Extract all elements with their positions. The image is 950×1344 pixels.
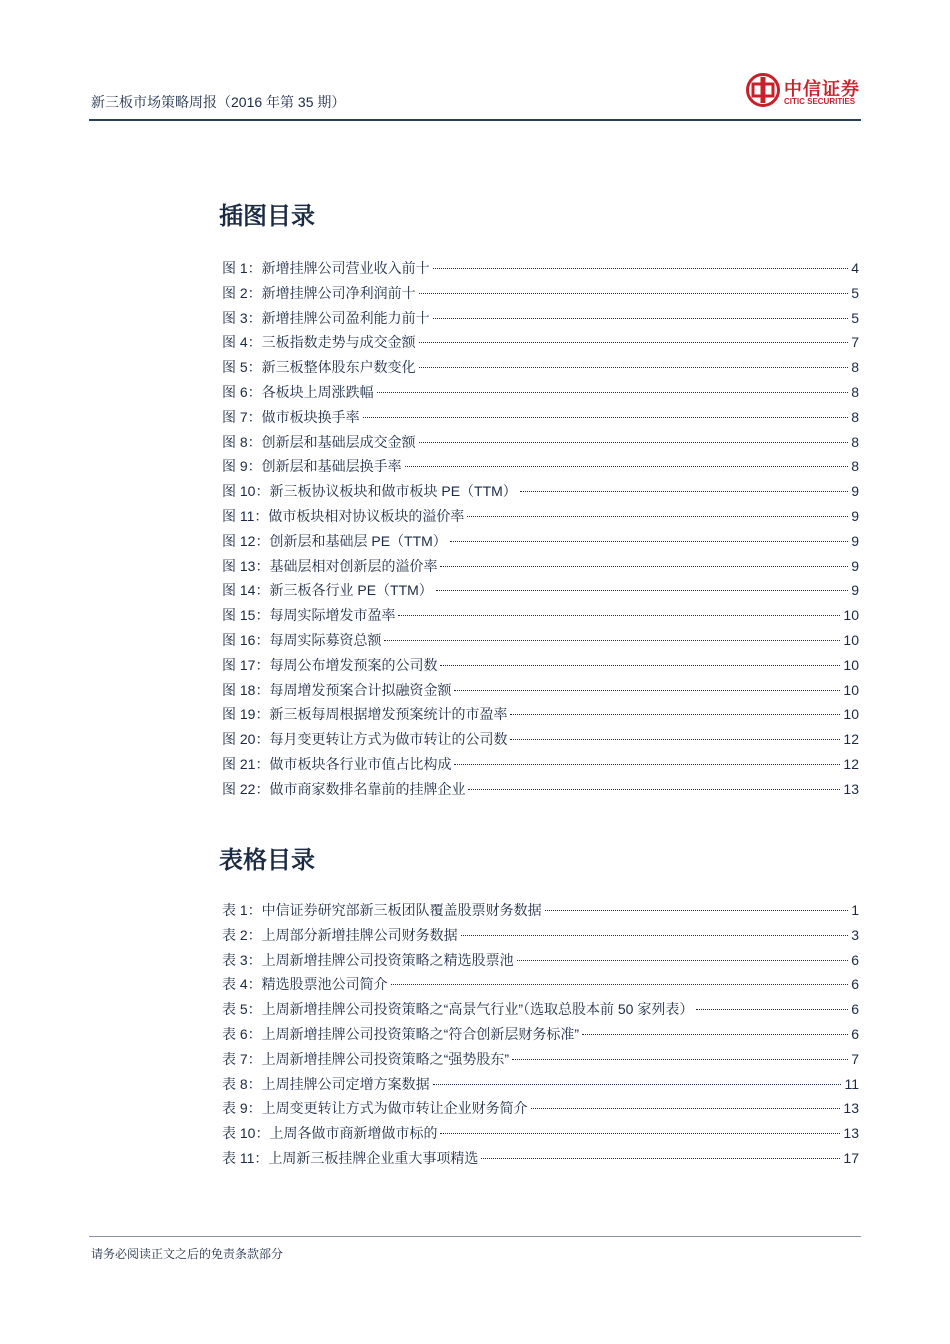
toc-entry-label: 表 5：上周新增挂牌公司投资策略之“高景气行业”（选取总股本前 50 家列表） — [222, 1001, 694, 1018]
citic-logo — [746, 73, 864, 113]
toc-dot-leader — [436, 590, 848, 591]
toc-entry[interactable] — [222, 1096, 859, 1121]
toc-entry-label: 表 6：上周新增挂牌公司投资策略之“符合创新层财务标准” — [222, 1025, 579, 1042]
toc-entry-page: 11 — [844, 1075, 859, 1092]
toc-entry-label: 表 8：上周挂牌公司定增方案数据 — [222, 1075, 430, 1092]
toc-entry-label: 图 18：每周增发预案合计拟融资金额 — [222, 681, 452, 698]
toc-entry-label: 图 5：新三板整体股东户数变化 — [222, 359, 416, 376]
toc-entry-label: 图 1：新增挂牌公司营业收入前十 — [222, 260, 430, 276]
toc-dot-leader — [405, 466, 849, 467]
toc-entry-page: 8 — [851, 433, 859, 450]
toc-dot-leader — [510, 714, 840, 715]
toc-entry-page: 3 — [851, 926, 859, 943]
toc-dot-leader — [481, 1158, 840, 1159]
toc-entry[interactable] — [222, 504, 859, 529]
toc-entry-page: 9 — [851, 507, 859, 524]
toc-entry-page: 6 — [851, 951, 859, 968]
toc-entry[interactable] — [222, 603, 859, 628]
toc-entry-page: 8 — [851, 359, 859, 376]
toc-dot-leader — [391, 984, 849, 985]
toc-dot-leader — [468, 789, 840, 790]
toc-entry-page: 13 — [843, 780, 859, 797]
toc-dot-leader — [517, 960, 849, 961]
toc-dot-leader — [433, 318, 849, 319]
toc-entry[interactable] — [222, 898, 859, 923]
toc-entry-label: 表 11：上周新三板挂牌企业重大事项精选 — [222, 1149, 479, 1166]
toc-dot-leader — [419, 442, 849, 443]
toc-entry-page: 4 — [851, 260, 859, 276]
toc-entry-label: 图 2：新增挂牌公司净利润前十 — [222, 284, 416, 301]
toc-entry[interactable] — [222, 1047, 859, 1072]
toc-entry-page: 13 — [843, 1100, 859, 1117]
toc-entry[interactable] — [222, 1121, 859, 1146]
toc-dot-leader — [440, 566, 848, 567]
toc-entry-page: 10 — [843, 607, 859, 624]
header-divider — [89, 119, 861, 121]
toc-entry-page: 5 — [851, 309, 859, 326]
tables-toc-list — [222, 898, 859, 1171]
toc-dot-leader — [440, 1133, 840, 1134]
toc-entry[interactable] — [222, 306, 859, 331]
toc-entry[interactable] — [222, 430, 859, 455]
toc-entry-label: 图 7：做市板块换手率 — [222, 408, 360, 425]
toc-entry[interactable] — [222, 256, 859, 281]
toc-entry[interactable] — [222, 529, 859, 554]
toc-entry[interactable] — [222, 554, 859, 579]
toc-entry[interactable] — [222, 727, 859, 752]
logo-chinese-name: 中信证券 — [784, 79, 860, 99]
toc-entry-label: 表 4：精选股票池公司简介 — [222, 976, 388, 993]
toc-entry-page: 9 — [851, 582, 859, 599]
toc-entry-page: 17 — [843, 1149, 859, 1166]
toc-entry-page: 7 — [851, 334, 859, 351]
toc-entry-page: 9 — [851, 483, 859, 500]
toc-entry-page: 6 — [851, 976, 859, 993]
toc-entry[interactable] — [222, 752, 859, 777]
toc-entry-page: 12 — [843, 731, 859, 748]
figures-toc-title: 插图目录 — [219, 203, 315, 230]
toc-dot-leader — [510, 739, 840, 740]
toc-entry-label: 图 14：新三板各行业 PE（TTM） — [222, 582, 433, 599]
toc-entry[interactable] — [222, 405, 859, 430]
toc-entry[interactable] — [222, 355, 859, 380]
toc-entry-label: 表 1：中信证券研究部新三板团队覆盖股票财务数据 — [222, 902, 542, 918]
toc-entry-page: 6 — [851, 1025, 859, 1042]
toc-dot-leader — [398, 615, 840, 616]
toc-entry[interactable] — [222, 1072, 859, 1097]
toc-dot-leader — [384, 640, 840, 641]
toc-entry-label: 表 7：上周新增挂牌公司投资策略之“强势股东” — [222, 1050, 509, 1067]
toc-entry-page: 9 — [851, 557, 859, 574]
toc-dot-leader — [377, 392, 849, 393]
toc-dot-leader — [419, 367, 849, 368]
toc-entry-page: 8 — [851, 458, 859, 475]
toc-dot-leader — [363, 417, 849, 418]
toc-entry-label: 表 2：上周部分新增挂牌公司财务数据 — [222, 926, 458, 943]
toc-dot-leader — [433, 268, 849, 269]
toc-entry[interactable] — [222, 997, 859, 1022]
toc-entry-label: 表 9：上周变更转让方式为做市转让企业财务简介 — [222, 1100, 528, 1117]
footer-divider — [89, 1236, 861, 1237]
toc-entry-page: 5 — [851, 284, 859, 301]
toc-entry-label: 图 9：创新层和基础层换手率 — [222, 458, 402, 475]
toc-dot-leader — [545, 910, 849, 911]
toc-entry-label: 图 13：基础层相对创新层的溢价率 — [222, 557, 438, 574]
toc-dot-leader — [512, 1059, 848, 1060]
toc-dot-leader — [419, 293, 849, 294]
toc-entry[interactable] — [222, 777, 859, 802]
toc-entry-page: 1 — [851, 902, 859, 918]
toc-entry-page: 9 — [851, 532, 859, 549]
toc-entry-page: 8 — [851, 383, 859, 400]
toc-entry[interactable] — [222, 628, 859, 653]
toc-dot-leader — [454, 764, 840, 765]
toc-dot-leader — [419, 342, 849, 343]
toc-entry[interactable] — [222, 479, 859, 504]
toc-entry-label: 图 11：做市板块相对协议板块的溢价率 — [222, 507, 465, 524]
logo-english-name: CITIC SECURITIES — [784, 97, 856, 106]
report-title: 新三板市场策略周报（2016 年第 35 期） — [91, 94, 346, 110]
toc-entry-page: 6 — [851, 1001, 859, 1018]
toc-entry[interactable] — [222, 281, 859, 306]
toc-entry[interactable] — [222, 972, 859, 997]
tables-toc-title: 表格目录 — [219, 847, 315, 874]
toc-dot-leader — [433, 1084, 842, 1085]
toc-entry[interactable] — [222, 1146, 859, 1171]
footer-disclaimer: 请务必阅读正文之后的免责条款部分 — [91, 1247, 284, 1261]
toc-entry-label: 表 3：上周新增挂牌公司投资策略之精选股票池 — [222, 951, 514, 968]
toc-entry[interactable] — [222, 1022, 859, 1047]
toc-entry-label: 图 20：每月变更转让方式为做市转让的公司数 — [222, 731, 508, 748]
toc-entry-page: 8 — [851, 408, 859, 425]
toc-entry[interactable] — [222, 678, 859, 703]
toc-entry-label: 图 6：各板块上周涨跌幅 — [222, 383, 374, 400]
toc-dot-leader — [582, 1034, 848, 1035]
toc-dot-leader — [440, 665, 840, 666]
toc-entry[interactable] — [222, 702, 859, 727]
toc-entry-label: 图 19：新三板每周根据增发预案统计的市盈率 — [222, 706, 508, 723]
toc-entry-label: 图 15：每周实际增发市盈率 — [222, 607, 396, 624]
toc-entry-label: 图 22：做市商家数排名靠前的挂牌企业 — [222, 780, 466, 797]
toc-entry-label: 图 10：新三板协议板块和做市板块 PE（TTM） — [222, 483, 517, 500]
toc-entry-label: 图 4：三板指数走势与成交金额 — [222, 334, 416, 351]
toc-entry[interactable] — [222, 653, 859, 678]
toc-entry[interactable] — [222, 330, 859, 355]
toc-entry-page: 7 — [851, 1050, 859, 1067]
toc-dot-leader — [454, 690, 840, 691]
toc-dot-leader — [461, 935, 849, 936]
toc-dot-leader — [531, 1108, 841, 1109]
toc-dot-leader — [696, 1009, 848, 1010]
toc-entry-label: 图 12：创新层和基础层 PE（TTM） — [222, 532, 447, 549]
toc-entry-label: 图 3：新增挂牌公司盈利能力前十 — [222, 309, 430, 326]
citic-logo-icon — [746, 73, 780, 107]
toc-entry-label: 图 16：每周实际募资总额 — [222, 631, 382, 648]
toc-entry-page: 10 — [843, 631, 859, 648]
figures-toc-list — [222, 256, 859, 802]
toc-entry-label: 图 21：做市板块各行业市值占比构成 — [222, 755, 452, 772]
toc-entry-page: 10 — [843, 681, 859, 698]
toc-entry-page: 10 — [843, 656, 859, 673]
toc-entry-page: 10 — [843, 706, 859, 723]
toc-entry-label: 图 8：创新层和基础层成交金额 — [222, 433, 416, 450]
toc-entry[interactable] — [222, 948, 859, 973]
toc-entry[interactable] — [222, 578, 859, 603]
toc-entry-label: 图 17：每周公布增发预案的公司数 — [222, 656, 438, 673]
toc-entry[interactable] — [222, 923, 859, 948]
toc-entry-page: 13 — [843, 1125, 859, 1142]
toc-dot-leader — [467, 516, 848, 517]
toc-entry[interactable] — [222, 380, 859, 405]
toc-dot-leader — [450, 541, 848, 542]
toc-entry-page: 12 — [843, 755, 859, 772]
toc-dot-leader — [520, 491, 848, 492]
toc-entry[interactable] — [222, 454, 859, 479]
toc-entry-label: 表 10：上周各做市商新增做市标的 — [222, 1125, 438, 1142]
